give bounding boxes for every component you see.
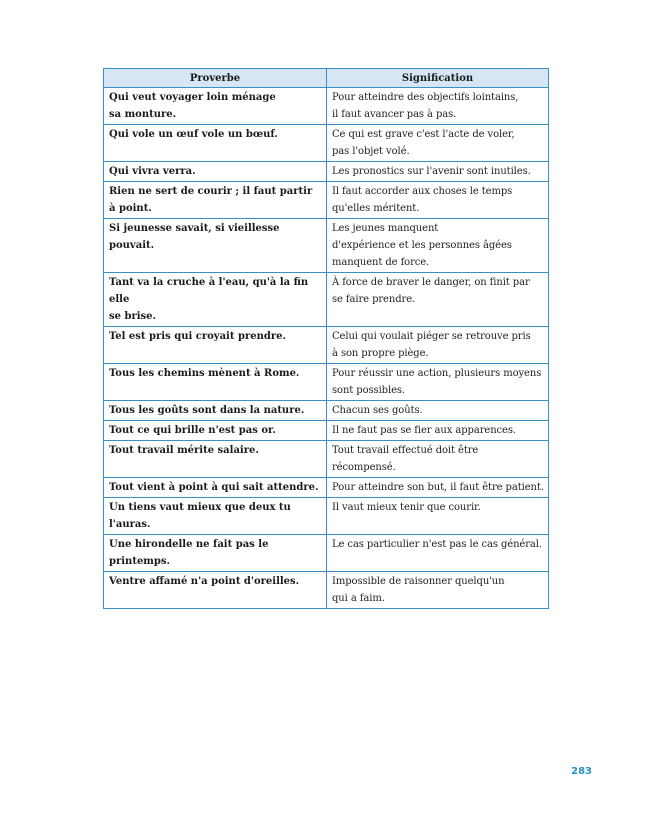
proverb-cell: Un tiens vaut mieux que deux tu l'auras.: [104, 498, 327, 535]
proverb-cell: Qui veut voyager loin ménage sa monture.: [104, 88, 327, 125]
table-row: [104, 441, 549, 478]
meaning-cell: Tout travail effectué doit être récompensé.: [327, 441, 549, 478]
header-proverb: Proverbe: [104, 69, 327, 88]
meaning-cell: Il ne faut pas se fier aux apparences.: [327, 421, 549, 441]
proverb-cell: Tous les goûts sont dans la nature.: [104, 401, 327, 421]
meaning-cell: Pour atteindre son but, il faut être patient.: [327, 478, 549, 498]
meaning-cell: Ce qui est grave c'est l'acte de voler, pas l'objet volé.: [327, 125, 549, 162]
meaning-cell: Pour atteindre des objectifs lointains, il faut avancer pas à pas.: [327, 88, 549, 125]
meaning-cell: À force de braver le danger, on finit par se faire prendre.: [327, 273, 549, 327]
table-row: [104, 421, 549, 441]
table-row: [104, 401, 549, 421]
proverb-table-container: [103, 68, 548, 609]
proverb-cell: Tout vient à point à qui sait attendre.: [104, 478, 327, 498]
meaning-cell: Il vaut mieux tenir que courir.: [327, 498, 549, 535]
table-header-row: [104, 69, 549, 88]
proverb-cell: Tout ce qui brille n'est pas or.: [104, 421, 327, 441]
header-meaning: Signification: [327, 69, 549, 88]
proverb-cell: Tant va la cruche à l'eau, qu'à la fin elle se brise.: [104, 273, 327, 327]
meaning-cell: Les jeunes manquent d'expérience et les personnes âgées manquent de force.: [327, 219, 549, 273]
meaning-cell: Le cas particulier n'est pas le cas général.: [327, 535, 549, 572]
table-row: [104, 88, 549, 125]
table-row: [104, 162, 549, 182]
meaning-cell: Pour réussir une action, plusieurs moyens sont possibles.: [327, 364, 549, 401]
table-row: [104, 219, 549, 273]
table-row: [104, 364, 549, 401]
meaning-cell: Il faut accorder aux choses le temps qu'elles méritent.: [327, 182, 549, 219]
proverb-cell: Rien ne sert de courir ; il faut partir à point.: [104, 182, 327, 219]
proverb-cell: Ventre affamé n'a point d'oreilles.: [104, 572, 327, 609]
proverb-table: [103, 68, 549, 609]
table-row: [104, 327, 549, 364]
meaning-cell: Chacun ses goûts.: [327, 401, 549, 421]
meaning-cell: Celui qui voulait piéger se retrouve pris à son propre piège.: [327, 327, 549, 364]
table-row: [104, 535, 549, 572]
table-row: [104, 478, 549, 498]
table-row: [104, 182, 549, 219]
proverb-cell: Si jeunesse savait, si vieillesse pouvait.: [104, 219, 327, 273]
meaning-cell: Impossible de raisonner quelqu'un qui a faim.: [327, 572, 549, 609]
proverb-cell: Tel est pris qui croyait prendre.: [104, 327, 327, 364]
table-row: [104, 273, 549, 327]
proverb-cell: Qui vole un œuf vole un bœuf.: [104, 125, 327, 162]
table-row: [104, 572, 549, 609]
proverb-cell: Une hirondelle ne fait pas le printemps.: [104, 535, 327, 572]
table-row: [104, 498, 549, 535]
proverb-cell: Tous les chemins mènent à Rome.: [104, 364, 327, 401]
proverb-cell: Qui vivra verra.: [104, 162, 327, 182]
meaning-cell: Les pronostics sur l'avenir sont inutiles.: [327, 162, 549, 182]
proverb-cell: Tout travail mérite salaire.: [104, 441, 327, 478]
table-row: [104, 125, 549, 162]
page-number: 283: [571, 766, 592, 777]
